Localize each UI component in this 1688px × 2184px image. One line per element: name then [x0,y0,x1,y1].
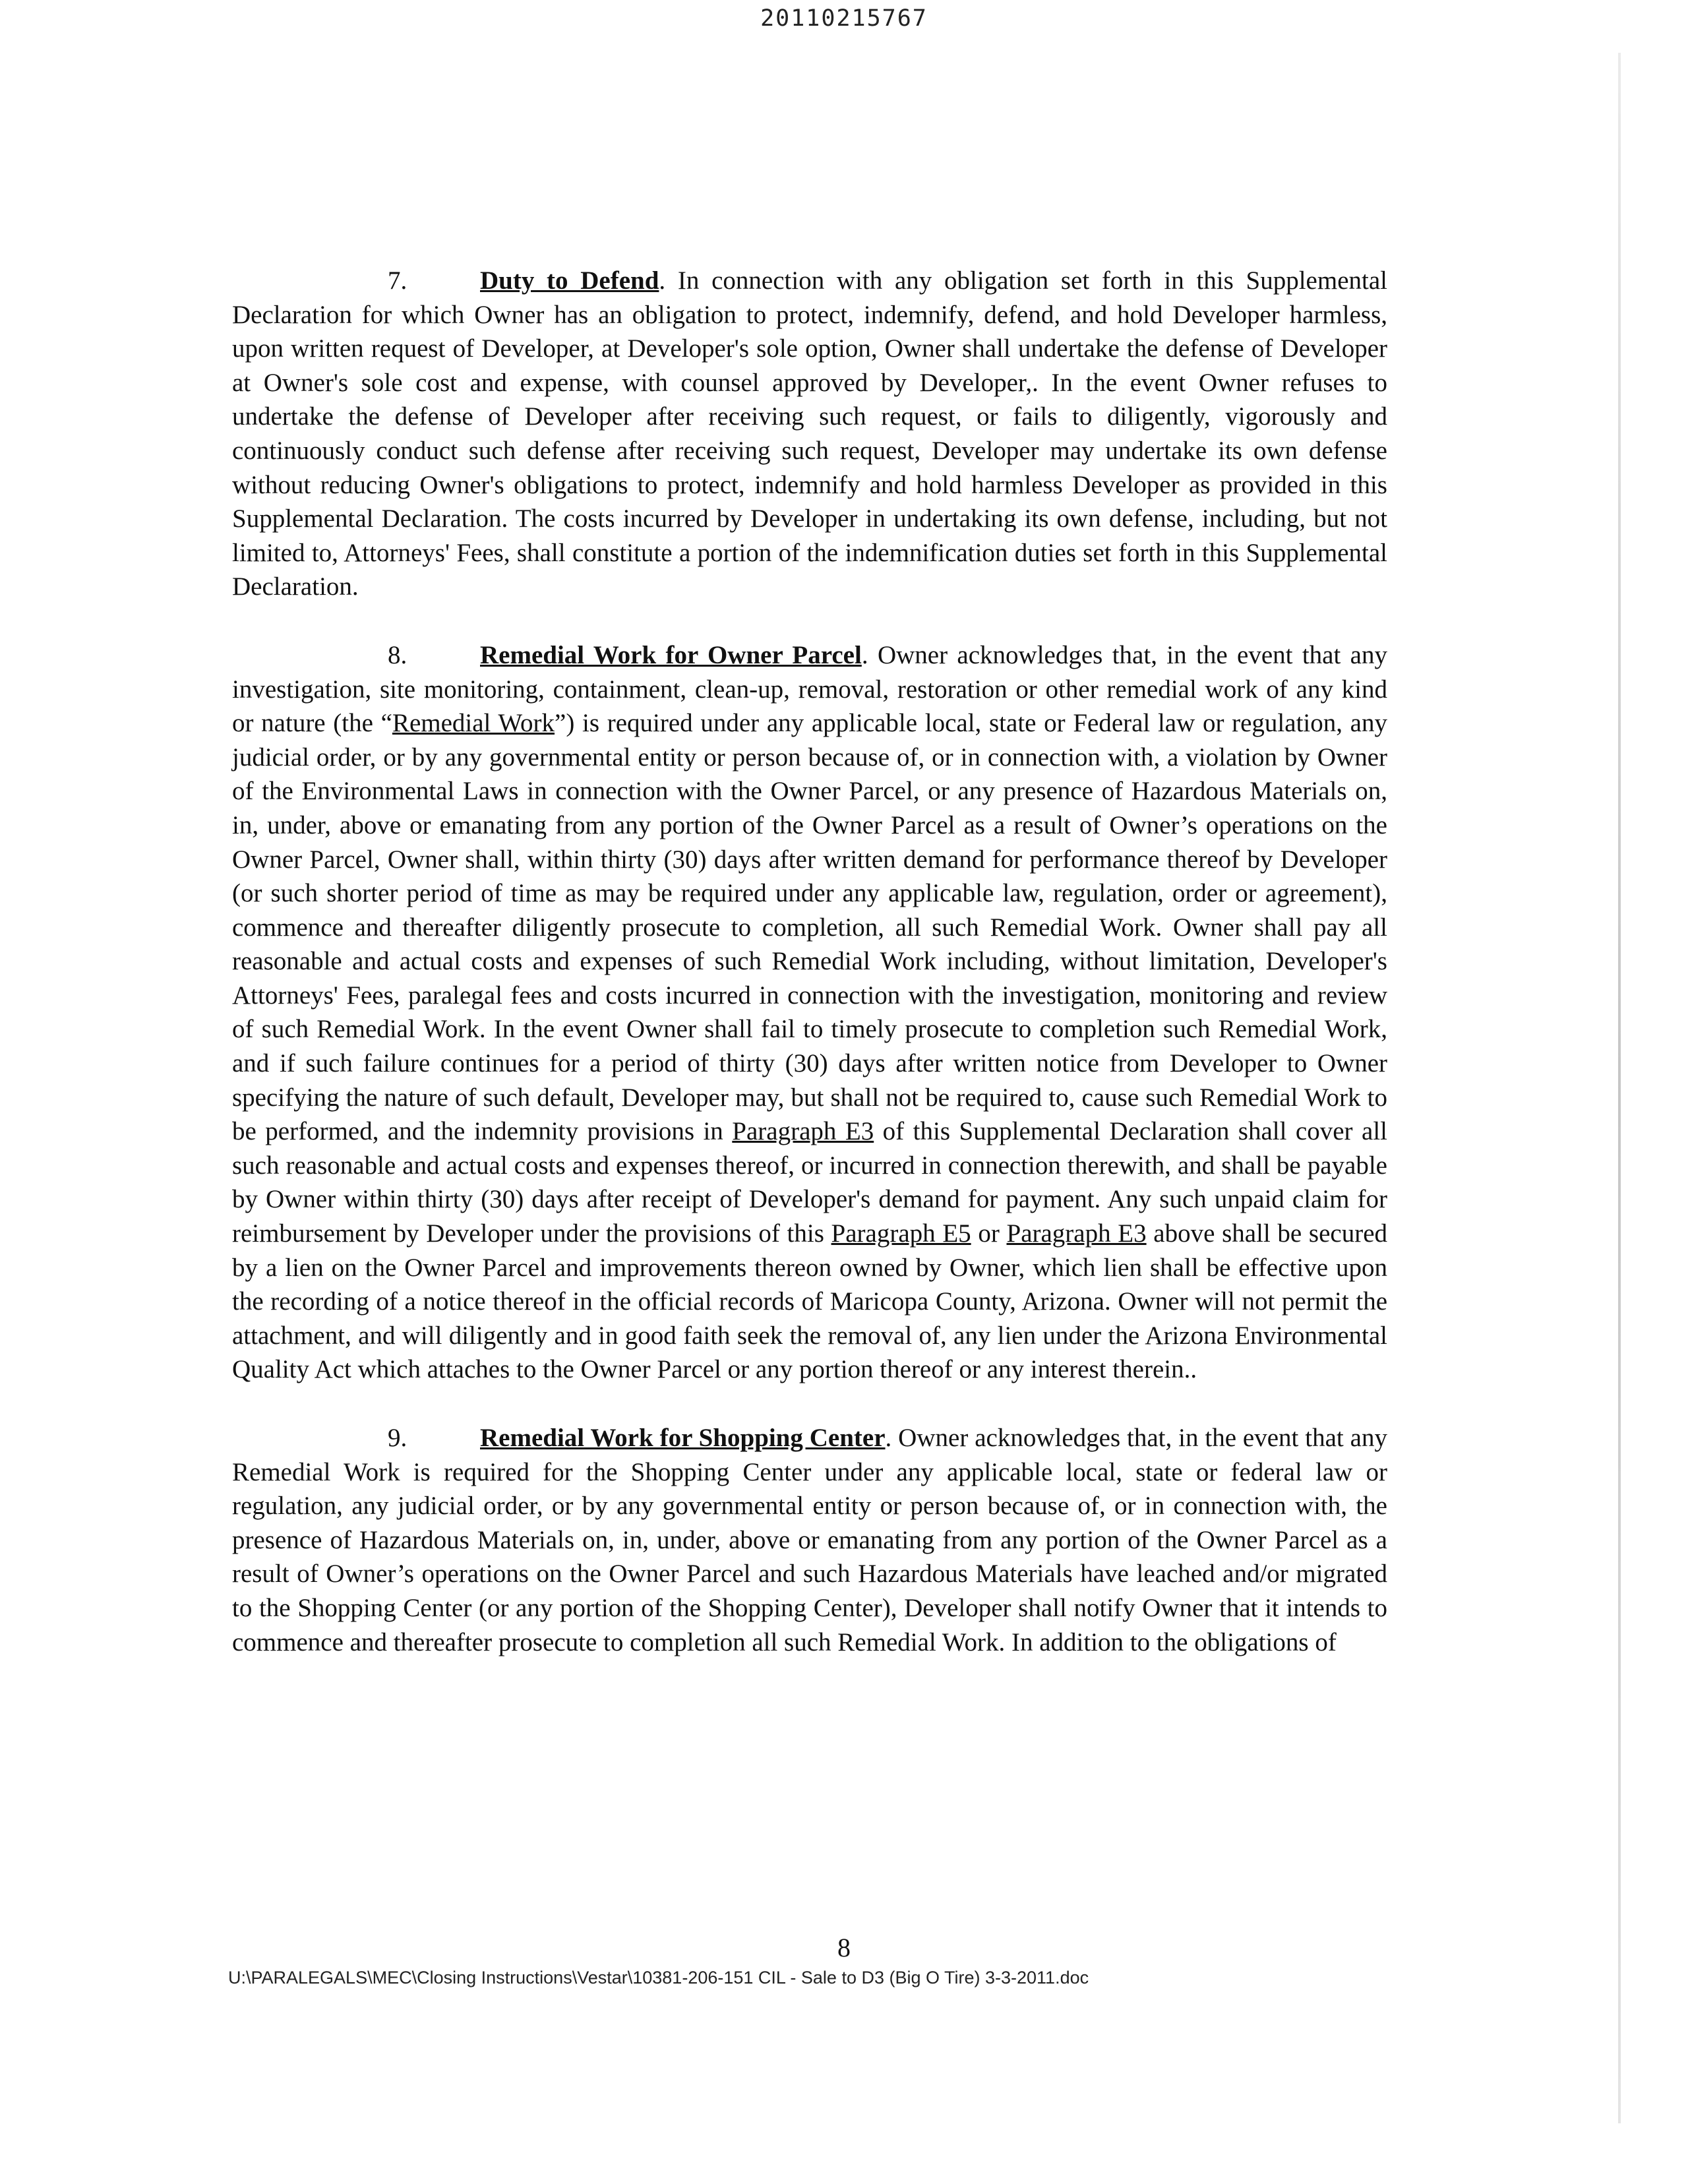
reference-paragraph-e3: Paragraph E3 [1006,1219,1147,1248]
file-path-footer: U:\PARALEGALS\MEC\Closing Instructions\Vestar\10381-206-151 CIL - Sale to D3 (Big O Tire) 3-3-2011.doc [228,1968,1089,1987]
paragraph-text: ”) is required under any applicable local, state or Federal law or regulation, any judicial order, or by any governmental entity or person because of, or in connection with, a violation by Owner of the Environmental Laws in connection with the Owner Parcel, or any presence of Hazardous Materials on, in, under, above or emanating from any portion of the Owner Parcel as a result of Owner’s operations on the Owner Parcel, Owner shall, within thirty (30) days after written demand for performance thereof by Developer (or such shorter period of time as may be required under any applicable law, regulation, order or agreement), commence and thereafter diligently prosecute to completion, all such Remedial Work. Owner shall pay all reasonable and actual costs and expenses of such Remedial Work including, without limitation, Developer's Attorneys' Fees, paralegal fees and costs incurred in connection with the investigation, monitoring and review of such Remedial Work. In the event Owner shall fail to timely prosecute to completion such Remedial Work, and if such failure continues for a period of thirty (30) days after written notice from Developer to Owner specifying the nature of such default, Developer may, but shall not be required to, cause such Remedial Work to be performed, and the indemnity provisions in [232,709,1387,1146]
paragraph-heading: Remedial Work for Shopping Center [480,1424,886,1452]
scan-edge-line [1618,53,1621,2123]
paragraph-text: . In connection with any obligation set forth in this Supplemental Declaration for which Owner has an obligation to protect, indemnify, defend, and hold Developer harmless, upon written request of Developer, at Developer's sole option, Owner shall undertake the defense of Developer at Owner's sole cost and expense, with counsel approved by Developer,. In the event Owner refuses to undertake the defense of Developer after receiving such request, or fails to diligently, vigorously and continuously conduct such defense after receiving such request, Developer may undertake its own defense without reducing Owner's obligations to protect, indemnify and hold harmless Developer as provided in this Supplemental Declaration. The costs incurred by Developer in undertaking its own defense, including, but not limited to, Attorneys' Fees, shall constitute a portion of the indemnification duties set forth in this Supplemental Declaration. [232,266,1387,601]
document-body [232,264,1387,1693]
paragraph-text: above shall be secured by a lien on the Owner Parcel and improvements thereon owned by Owner, which lien shall be effective upon the recording of a notice thereof in the official records of Maricopa County, Arizona. Owner will not permit the attachment, and will diligently and in good faith seek the removal of, any lien under the Arizona Environmental Quality Act which attaches to the Owner Parcel or any portion thereof or any interest therein.. [232,1219,1387,1384]
paragraph-text: of this Supplemental Declaration shall cover all such reasonable and actual costs and expenses thereof, or incurred in connection therewith, and shall be payable by Owner within thirty (30) days after receipt of Developer's demand for payment. Any such unpaid claim for reimbursement by Developer under the provisions of this [232,1117,1387,1248]
document-number: 20110215767 [760,5,928,32]
paragraph-7 [232,264,1387,604]
paragraph-text: . Owner acknowledges that, in the event that any Remedial Work is required for the Shopping Center under any applicable local, state or federal law or regulation, any judicial order, or by any governmental entity or person because of, or in connection with, the presence of Hazardous Materials on, in, under, above or emanating from any portion of the Owner Parcel as a result of Owner’s operations on the Owner Parcel and such Hazardous Materials have leached and/or migrated to the Shopping Center (or any portion of the Shopping Center), Developer shall notify Owner that it intends to commence and thereafter prosecute to completion all such Remedial Work. In addition to the obligations of [232,1424,1387,1656]
paragraph-number: 7. [388,266,407,295]
paragraph-text: or [971,1219,1007,1248]
paragraph-number: 9. [388,1424,407,1452]
paragraph-8 [232,638,1387,1387]
paragraph-text: . Owner acknowledges that, in the event that any investigation, site monitoring, containment, clean-up, removal, restoration or other remedial work of any kind or nature (the “ [232,640,1387,738]
paragraph-heading: Duty to Defend [480,266,659,295]
defined-term-remedial-work: Remedial Work [392,709,555,738]
paragraph-number: 8. [388,640,407,669]
page-number: 8 [837,1933,851,1962]
paragraph-heading: Remedial Work for Owner Parcel [480,640,862,669]
reference-paragraph-e5: Paragraph E5 [831,1219,971,1248]
reference-paragraph-e3: Paragraph E3 [732,1117,874,1146]
paragraph-9 [232,1421,1387,1659]
